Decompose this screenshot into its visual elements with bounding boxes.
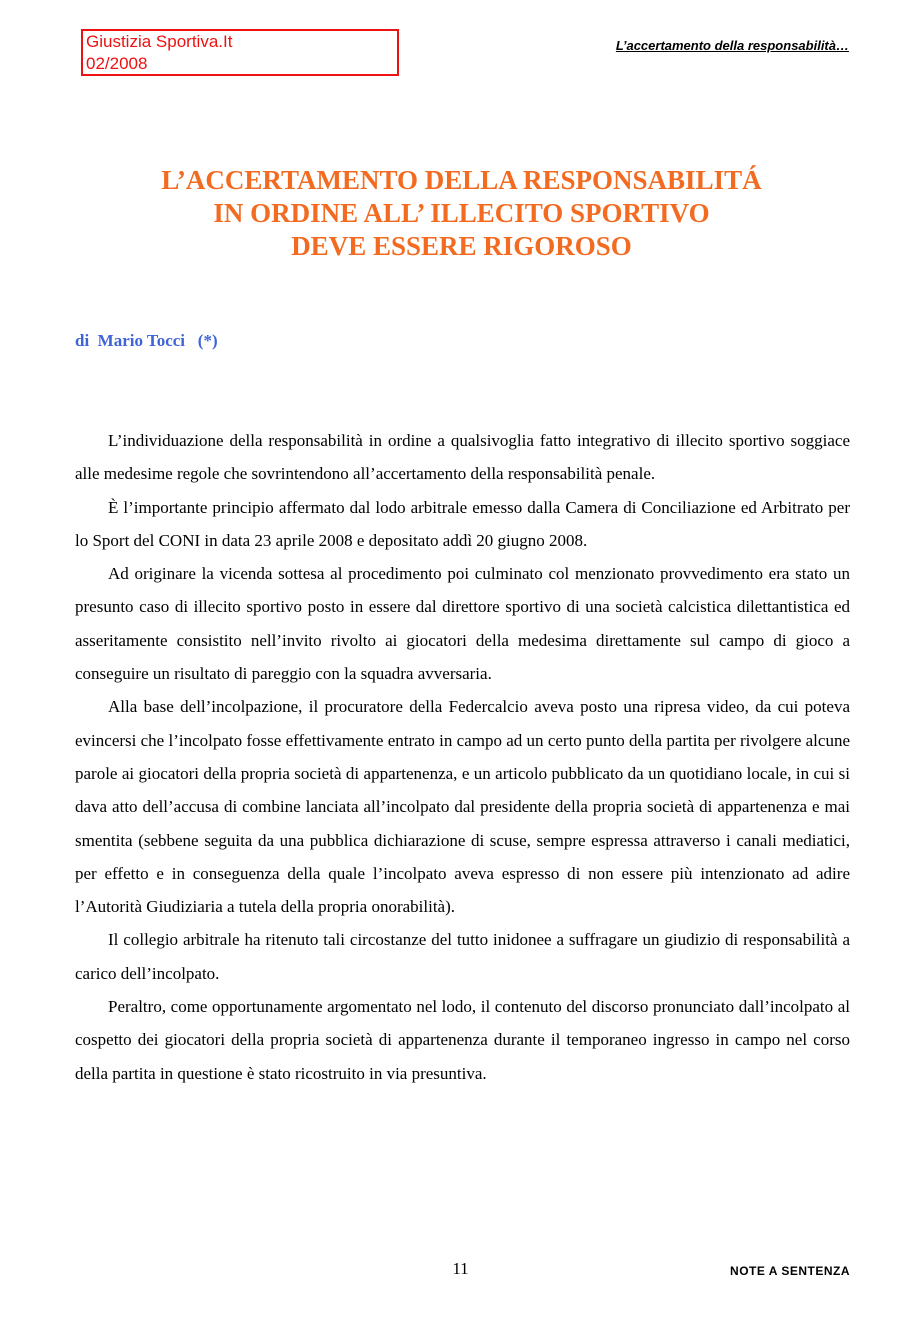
stamp-source-name: Giustizia Sportiva.It xyxy=(86,32,233,51)
paragraph: È l’importante principio affermato dal lodo arbitrale emesso dalla Camera di Conciliazione ed Arbitrato per lo Sport del CONI in data 23 aprile 2008 e depositato addì 20 giugno 2008. xyxy=(75,497,850,550)
article-title xyxy=(60,164,863,263)
title-line-2: IN ORDINE ALL’ ILLECITO SPORTIVO xyxy=(213,198,710,228)
paragraph: Ad originare la vicenda sottesa al procedimento poi culminato col menzionato provvedimento era stato un presunto caso di illecito sportivo posto in essere dal direttore sportivo di una società calcistica dilettantistica ed asseritamente consistito nell’invito rivolto ai giocatori della medesima direttamente sul campo di gioco a conseguire un risultato di pareggio con la squadra avversaria. xyxy=(75,564,850,684)
title-line-3: DEVE ESSERE RIGOROSO xyxy=(291,231,632,261)
running-head: L’accertamento della responsabilità… xyxy=(615,38,849,53)
section-label: NOTE A SENTENZA xyxy=(730,1264,850,1278)
source-stamp xyxy=(81,29,399,76)
page-number: 11 xyxy=(452,1259,469,1278)
paragraph: Peraltro, come opportunamente argomentato nel lodo, il contenuto del discorso pronunciato dall’incolpato al cospetto dei giocatori della propria società di appartenenza durante il temporaneo ingresso in campo nel corso della partita in questione è stato ricostruito in via presuntiva. xyxy=(75,997,850,1083)
article-body xyxy=(75,424,850,1090)
paragraph: Alla base dell’incolpazione, il procuratore della Federcalcio aveva posto una ripresa video, da cui poteva evincersi che l’incolpato fosse effettivamente entrato in campo ad un certo punto della partita per rivolgere alcune parole ai giocatori della propria società di appartenenza, e un articolo pubblicato da un quotidiano locale, in cui si dava atto dell’accusa di combine lanciata all’incolpato dal presidente della propria società di appartenenza e mai smentita (sebbene seguita da una pubblica dichiarazione di scuse, sempre espressa attraverso i canali mediatici, per effetto e in conseguenza della quale l’incolpato aveva espresso di non essere più intenzionato ad adire l’Autorità Giudiziaria a tutela della propria onorabilità). xyxy=(75,697,850,917)
paragraph: Il collegio arbitrale ha ritenuto tali circostanze del tutto inidonee a suffragare un giudizio di responsabilità a carico dell’incolpato. xyxy=(75,930,850,983)
paragraph: L’individuazione della responsabilità in ordine a qualsivoglia fatto integrativo di illecito sportivo soggiace alle medesime regole che sovrintendono all’accertamento della responsabilità penale. xyxy=(75,431,850,484)
stamp-issue: 02/2008 xyxy=(86,54,148,73)
title-line-1: L’ACCERTAMENTO DELLA RESPONSABILITÁ xyxy=(161,165,762,195)
author-byline: di Mario Tocci (*) xyxy=(75,331,218,350)
